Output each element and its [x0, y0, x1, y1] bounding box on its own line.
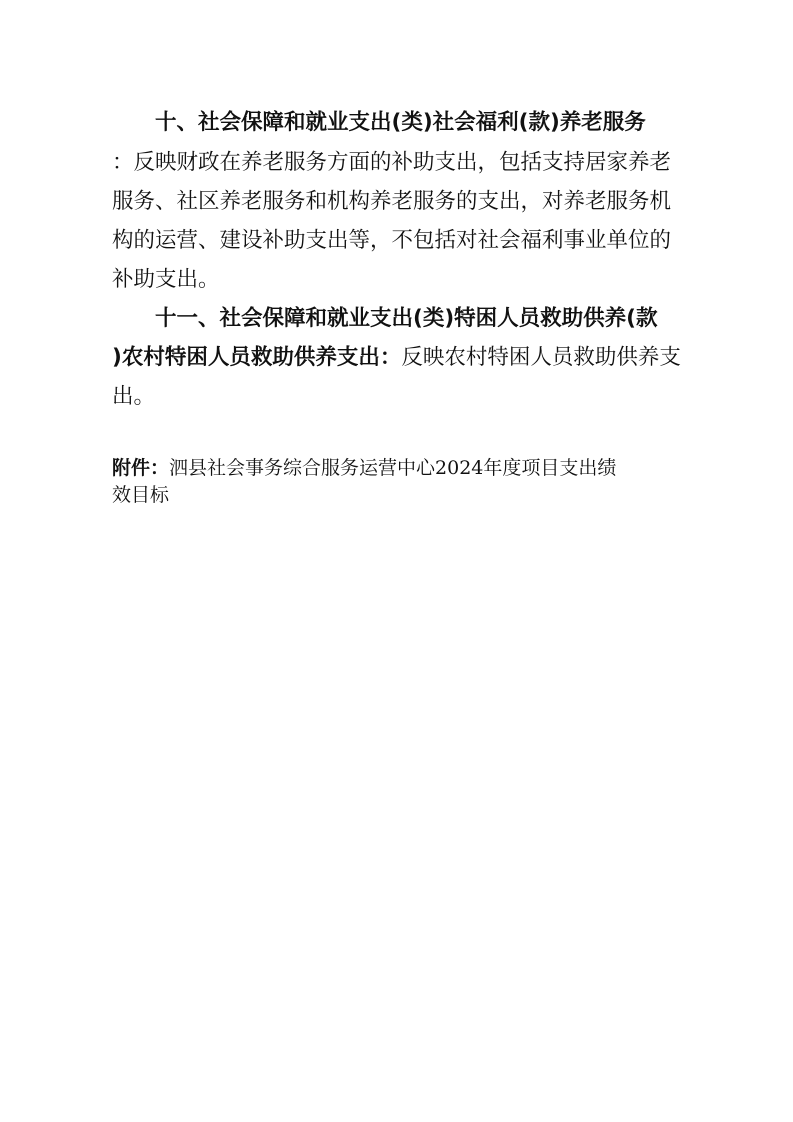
attachment-label: 附件： [112, 457, 170, 479]
section-11-heading: 十一、社会保障和就业支出(类)特困人员救助供养(款 [155, 306, 658, 331]
section-11-line-3: 出。 [112, 384, 156, 409]
section-10-line-1: ：反映财政在养老服务方面的补助支出，包括支持居家养老 [112, 150, 672, 175]
section-10-line-2: 服务、社区养老服务和机构养老服务的支出，对养老服务机 [112, 189, 672, 214]
section-11-line-2-rest: 反映农村特困人员救助供养支 [401, 345, 681, 370]
attachment-line-2: 效目标 [112, 484, 170, 506]
attachment-text-1: 泗县社会事务综合服务运营中心2024年度项目支出绩 [169, 457, 617, 479]
section-10-line-3: 构的运营、建设补助支出等，不包括对社会福利事业单位的 [112, 228, 672, 253]
section-10-line-4: 补助支出。 [112, 267, 220, 292]
section-10-heading: 十、社会保障和就业支出(类)社会福利(款)养老服务 [155, 110, 646, 135]
section-11-line-2 [112, 343, 681, 373]
section-11-line-2-bold: )农村特困人员救助供养支出： [112, 345, 402, 370]
attachment-line-1 [112, 455, 616, 481]
